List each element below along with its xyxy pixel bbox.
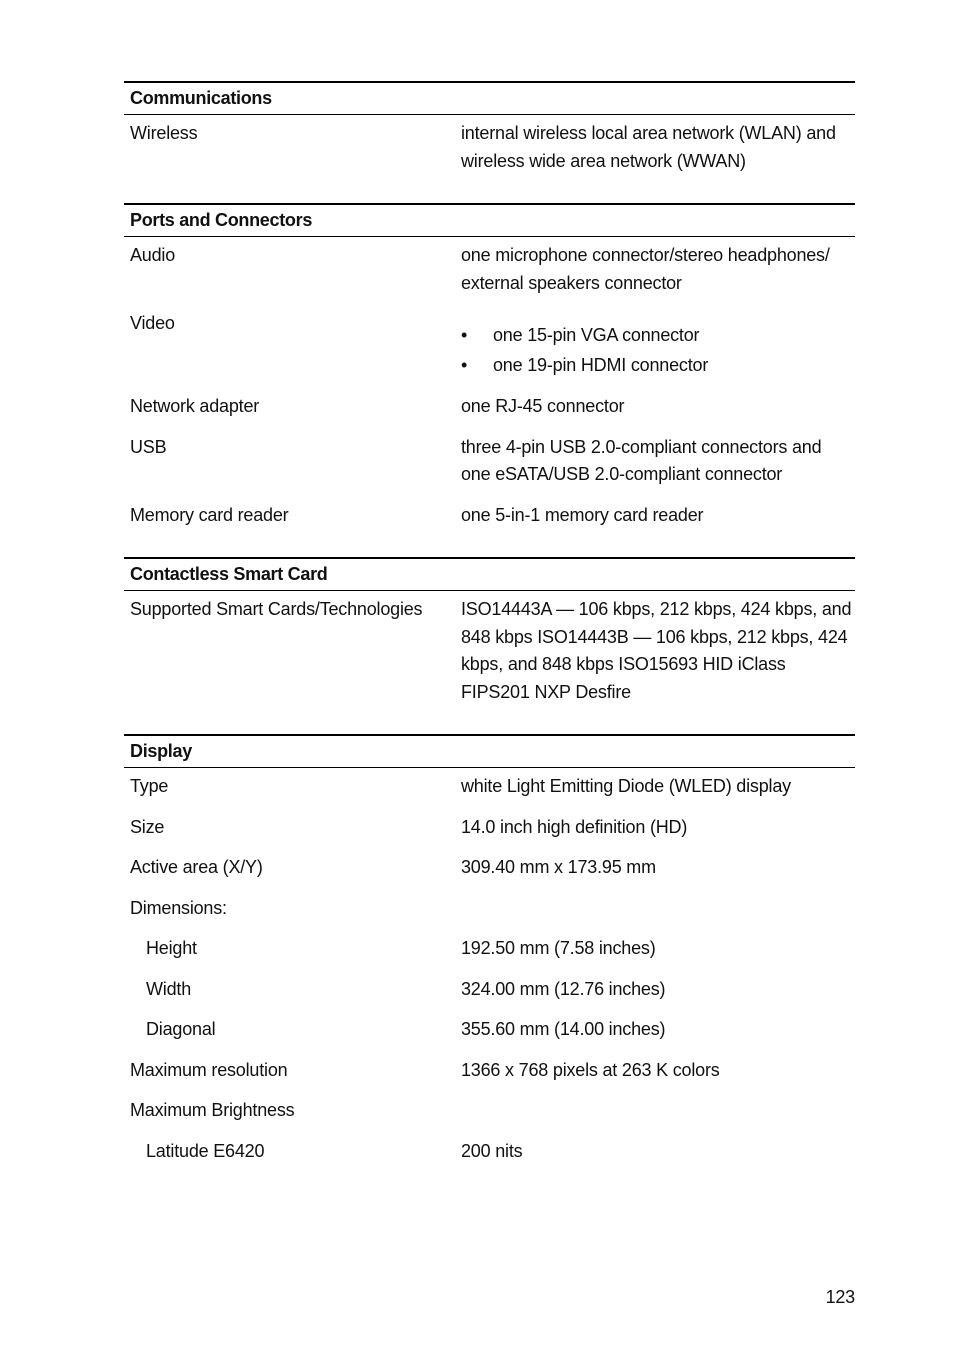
- section-communications: [124, 81, 855, 175]
- spec-value: [461, 1097, 855, 1125]
- spec-label: Height: [146, 938, 197, 958]
- spec-row-maximum-brightness: [124, 1097, 855, 1125]
- spec-value: 200 nits: [461, 1140, 523, 1161]
- spec-label: USB: [130, 436, 167, 457]
- spec-value: 14.0 inch high definition (HD): [461, 816, 688, 837]
- spec-row-wireless: [124, 120, 855, 175]
- spec-row-dimensions: [124, 895, 855, 923]
- section-title: Contactless Smart Card: [124, 557, 855, 591]
- spec-value: internal wireless local area network (WLAN) and wireless wide area network (WWAN): [461, 123, 836, 171]
- spec-value: white Light Emitting Diode (WLED) display: [461, 776, 791, 796]
- spec-row-active-area: [124, 854, 855, 882]
- spec-value: 1366 x 768 pixels at 263 K colors: [461, 1059, 720, 1080]
- spec-row-supported-smart-cards: [124, 596, 855, 706]
- spec-row-height: [124, 935, 855, 963]
- section-contactless-smart-card: [124, 557, 855, 706]
- section-ports-and-connectors: [124, 203, 855, 529]
- spec-row-latitude-e6420: [124, 1138, 855, 1166]
- spec-label: Maximum Brightness: [130, 1100, 295, 1120]
- spec-label: Wireless: [130, 123, 198, 143]
- bullet-icon: •: [461, 325, 468, 345]
- section-title: Communications: [124, 81, 855, 115]
- spec-row-width: [124, 976, 855, 1004]
- section-title: Ports and Connectors: [124, 203, 855, 237]
- spec-value: ISO14443A — 106 kbps, 212 kbps, 424 kbps, and 848 kbps ISO14443B — 106 kbps, 212 kbps, 424 kbps, and 848 kbps ISO15693 HID iClass FIPS201 NXP Desfire: [461, 599, 852, 702]
- spec-row-size: [124, 814, 855, 842]
- spec-label: Dimensions:: [130, 897, 227, 918]
- spec-row-audio: [124, 242, 855, 297]
- spec-label: Diagonal: [146, 1019, 216, 1039]
- list-item-text: one 15-pin VGA connector: [493, 325, 700, 345]
- spec-label: Network adapter: [130, 396, 260, 416]
- spec-value: 324.00 mm (12.76 inches): [461, 978, 666, 999]
- spec-label: Audio: [130, 245, 176, 265]
- spec-value: one RJ-45 connector: [461, 396, 625, 416]
- spec-label: Active area (X/Y): [130, 857, 263, 877]
- spec-label: Video: [130, 313, 175, 333]
- spec-row-diagonal: [124, 1016, 855, 1044]
- section-title: Display: [124, 734, 855, 768]
- spec-value: 309.40 mm x 173.95 mm: [461, 857, 656, 877]
- spec-page: [124, 81, 855, 1193]
- spec-row-maximum-resolution: [124, 1057, 855, 1085]
- spec-label: Latitude E6420: [146, 1140, 265, 1161]
- spec-row-network-adapter: [124, 393, 855, 421]
- spec-value: 192.50 mm (7.58 inches): [461, 938, 656, 958]
- spec-row-memory-card-reader: [124, 502, 855, 530]
- spec-row-video: [124, 310, 855, 380]
- spec-value: three 4-pin USB 2.0-compliant connectors and one eSATA/USB 2.0-compliant connector: [461, 436, 822, 484]
- spec-value: one microphone connector/stereo headphones/ external speakers connector: [461, 245, 830, 293]
- bullet-list: [461, 310, 855, 380]
- list-item: [461, 350, 855, 380]
- page-number: 123: [825, 1287, 855, 1307]
- spec-row-type: [124, 773, 855, 801]
- spec-label: Type: [130, 776, 169, 796]
- bullet-icon: •: [461, 355, 468, 375]
- spec-value: one 5-in-1 memory card reader: [461, 504, 704, 525]
- spec-label: Maximum resolution: [130, 1059, 288, 1080]
- spec-row-usb: [124, 434, 855, 489]
- spec-value: [461, 310, 855, 380]
- list-item: [461, 320, 855, 350]
- spec-label: Supported Smart Cards/Technologies: [130, 599, 423, 619]
- spec-label: Memory card reader: [130, 504, 289, 525]
- spec-label: Width: [146, 978, 192, 999]
- spec-value: [461, 895, 855, 923]
- list-item-text: one 19-pin HDMI connector: [493, 355, 709, 375]
- section-display: [124, 734, 855, 1165]
- spec-value: 355.60 mm (14.00 inches): [461, 1019, 666, 1039]
- spec-label: Size: [130, 816, 165, 837]
